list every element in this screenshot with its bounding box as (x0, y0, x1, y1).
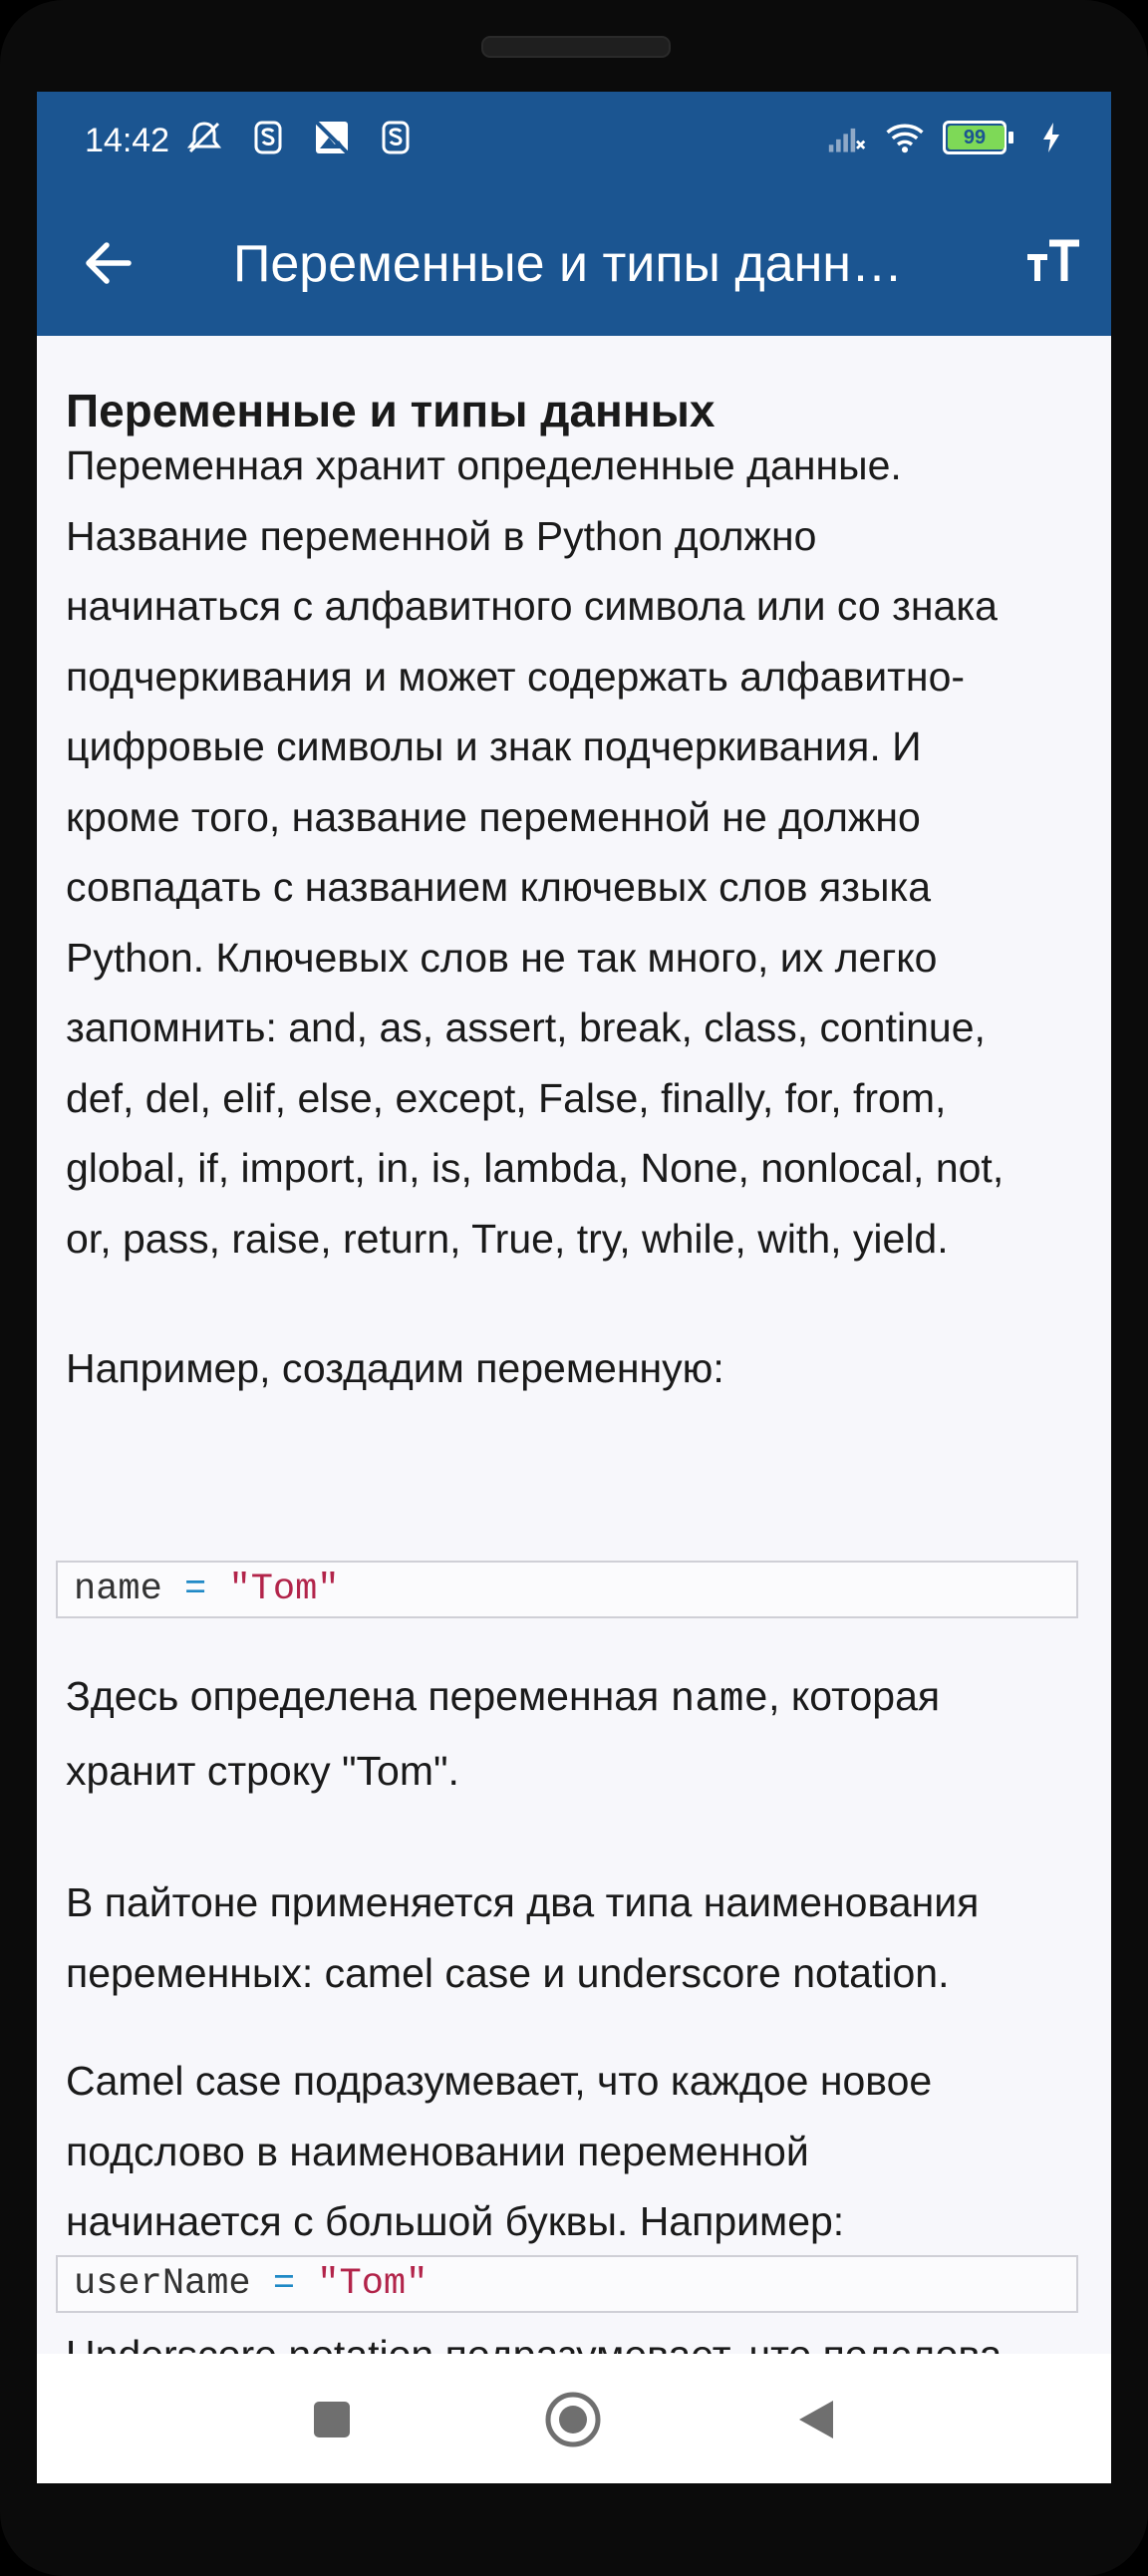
battery-level: 99 (963, 126, 987, 148)
signal-icon (827, 118, 867, 157)
text-size-icon (1023, 237, 1083, 289)
paragraph-camel-case: Camel case подразумевает, что каждое новое подслово в наименовании переменной начинается с большой буквы. Например: (66, 2058, 933, 2244)
wifi-icon (885, 118, 925, 157)
code-block-username: userName = "Tom" (56, 2255, 1078, 2313)
status-system-icons (827, 118, 1071, 157)
home-button[interactable] (543, 2390, 603, 2449)
speaker-grille (481, 36, 671, 58)
charging-icon (1031, 118, 1071, 157)
code-block-name: name = "Tom" (56, 1561, 1078, 1618)
back-button[interactable] (77, 231, 141, 295)
recents-button[interactable] (302, 2390, 362, 2449)
font-size-button[interactable] (1021, 231, 1085, 295)
paragraph-naming-types: В пайтоне применяется два типа наименования переменных: camel case и underscore notation. (66, 1879, 980, 1996)
nav-back-button[interactable] (786, 2390, 846, 2449)
square-icon (311, 2399, 353, 2440)
status-bar (37, 92, 1111, 191)
status-time: 14:42 (85, 122, 170, 159)
circle-home-icon (543, 2390, 603, 2449)
screen (37, 92, 1111, 2483)
article-content (37, 336, 1111, 2329)
app-s-icon (248, 118, 288, 157)
image-icon (312, 118, 352, 157)
paragraph-name-explanation: Здесь определена переменная name, которая хранит строку "Tom". (66, 1673, 941, 1794)
paragraph-variables-intro: Переменная хранит определенные данные. Название переменной в Python должно начинаться с алфавитного символа или со знака подчеркивания и может содержать алфавитно- цифровые символы и знак подчеркивания. И кроме того, название переменной не должно совпадать с названием ключевых слов языка Python. Ключевых слов не так много, их легко запомнить: and, as, assert, break, class, continue, def, del, elif, else, except, False, finally, for, from, global, if, import, in, is, lambda, None, nonlocal, not, or, pass, raise, return, True, try, while, with, yield. (66, 442, 1004, 1262)
triangle-back-icon (793, 2397, 839, 2442)
page-title: Переменные и типы данн… (233, 235, 904, 293)
status-notification-icons (184, 118, 416, 157)
system-nav-bar (37, 2354, 1111, 2483)
notifications-off-icon (184, 118, 224, 157)
article-title: Переменные и типы данных (66, 385, 716, 436)
arrow-back-icon (83, 237, 135, 289)
battery-icon (943, 121, 1013, 154)
inline-code: name (670, 1677, 769, 1723)
paragraph-example-intro: Например, создадим переменную: (66, 1345, 724, 1391)
app-s-icon (376, 118, 416, 157)
app-bar (37, 191, 1111, 336)
